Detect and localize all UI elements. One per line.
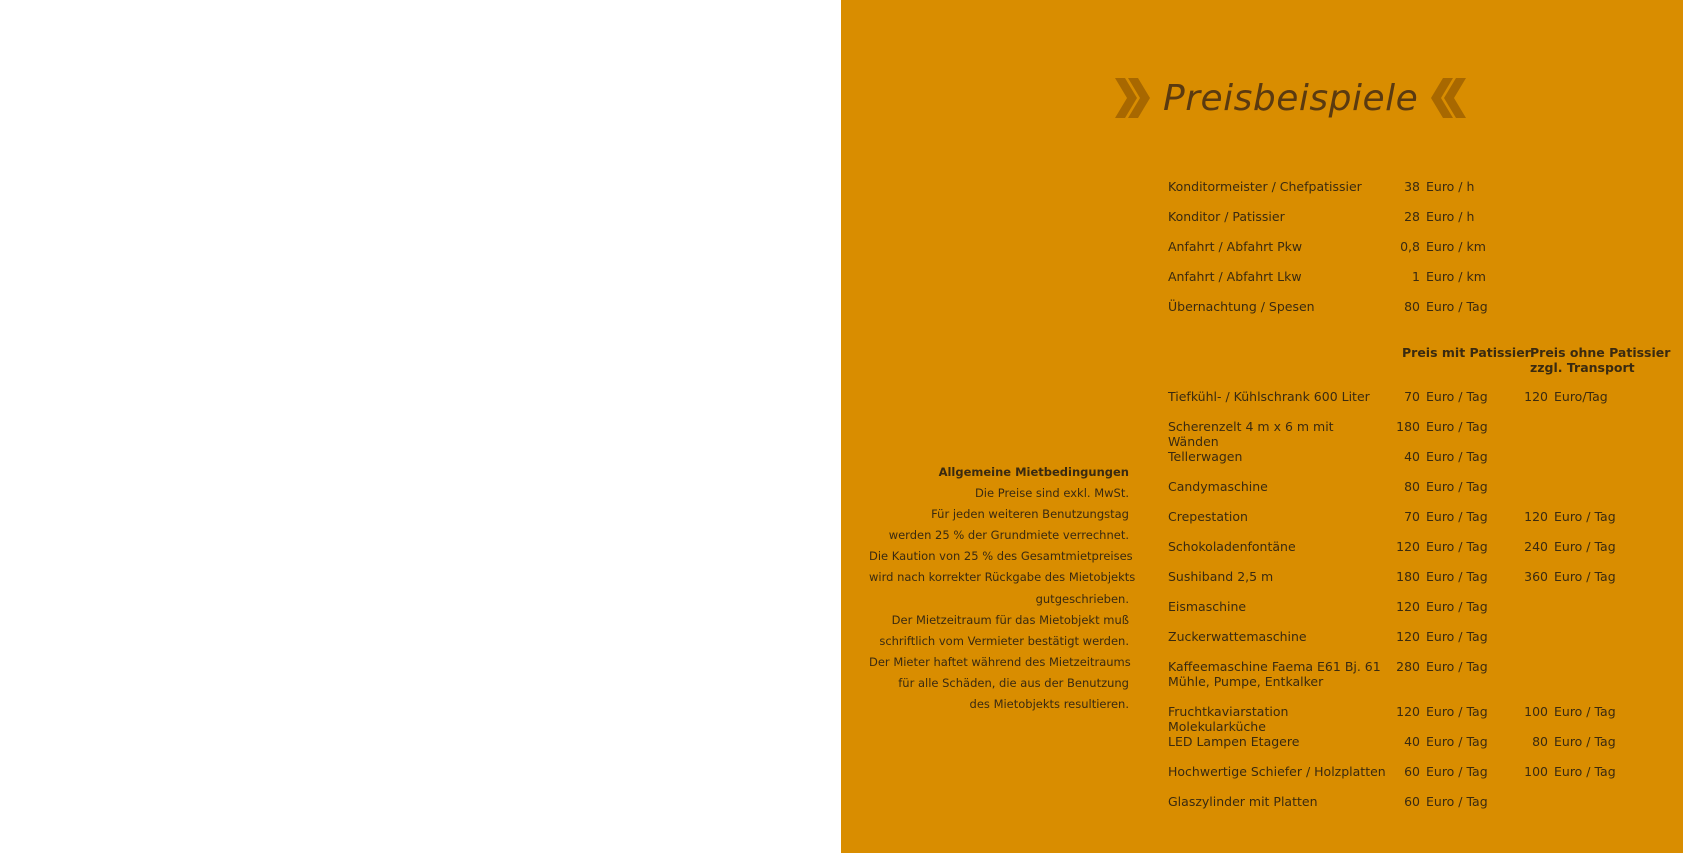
rental-unit-without-patissier: Euro/Tag bbox=[1554, 389, 1608, 404]
rental-item-label: Candymaschine bbox=[1168, 479, 1268, 494]
rental-unit-without-patissier: Euro / Tag bbox=[1554, 569, 1616, 584]
terms-line: Der Mieter haftet während des Mietzeitraums bbox=[869, 654, 1131, 669]
double-chevron-right-icon bbox=[1113, 78, 1151, 118]
terms-line: Die Kaution von 25 % des Gesamtmietpreises bbox=[869, 549, 1133, 564]
rental-item-label-line2: Mühle, Pumpe, Entkalker bbox=[1168, 674, 1324, 689]
rental-price-with-patissier: 80 bbox=[1404, 479, 1420, 494]
rental-unit-without-patissier: Euro / Tag bbox=[1554, 764, 1616, 779]
rental-item-label: Glaszylinder mit Platten bbox=[1168, 794, 1318, 809]
rental-item-label: Tiefkühl- / Kühlschrank 600 Liter bbox=[1168, 389, 1370, 404]
terms-heading: Allgemeine Mietbedingungen bbox=[938, 465, 1129, 479]
rate-value: 38 bbox=[1404, 179, 1420, 194]
rental-price-without-patissier: 120 bbox=[1524, 509, 1548, 524]
rental-price-with-patissier: 120 bbox=[1396, 704, 1420, 719]
rate-unit: Euro / h bbox=[1426, 209, 1475, 224]
rate-unit: Euro / Tag bbox=[1426, 299, 1488, 314]
rental-unit-without-patissier: Euro / Tag bbox=[1554, 704, 1616, 719]
rate-value: 0,8 bbox=[1400, 239, 1420, 254]
terms-line: Die Preise sind exkl. MwSt. bbox=[974, 486, 1129, 501]
rate-label: Konditor / Patissier bbox=[1168, 209, 1285, 224]
rental-unit-without-patissier: Euro / Tag bbox=[1554, 539, 1616, 554]
rental-unit-with-patissier: Euro / Tag bbox=[1426, 389, 1488, 404]
rental-item-label: Eismaschine bbox=[1168, 599, 1247, 614]
rate-unit: Euro / h bbox=[1426, 179, 1475, 194]
rental-unit-without-patissier: Euro / Tag bbox=[1554, 509, 1616, 524]
terms-line: werden 25 % der Grundmiete verrechnet. bbox=[888, 528, 1129, 543]
terms-line: gutgeschrieben. bbox=[1035, 591, 1129, 606]
title-banner bbox=[1113, 68, 1468, 128]
terms-line: Für jeden weiteren Benutzungstag bbox=[931, 507, 1129, 522]
column-header-without-patissier-line2: zzgl. Transport bbox=[1530, 360, 1635, 375]
column-header-with-patissier: Preis mit Patissier bbox=[1402, 345, 1531, 360]
rate-label: Konditormeister / Chefpatissier bbox=[1168, 179, 1362, 194]
terms-line: des Mietobjekts resultieren. bbox=[969, 697, 1129, 712]
rental-price-with-patissier: 40 bbox=[1404, 734, 1420, 749]
rental-unit-with-patissier: Euro / Tag bbox=[1426, 734, 1488, 749]
double-chevron-left-icon bbox=[1430, 78, 1468, 118]
rental-unit-with-patissier: Euro / Tag bbox=[1426, 629, 1488, 644]
rental-unit-with-patissier: Euro / Tag bbox=[1426, 479, 1488, 494]
rental-price-without-patissier: 360 bbox=[1524, 569, 1548, 584]
rental-price-with-patissier: 120 bbox=[1396, 539, 1420, 554]
rental-unit-with-patissier: Euro / Tag bbox=[1426, 764, 1488, 779]
blank-left-page bbox=[0, 0, 841, 853]
rental-item-label: Hochwertige Schiefer / Holzplatten bbox=[1168, 764, 1386, 779]
rental-price-with-patissier: 180 bbox=[1396, 419, 1420, 434]
rental-item-label: Sushiband 2,5 m bbox=[1168, 569, 1274, 584]
rate-value: 1 bbox=[1412, 269, 1420, 284]
rate-unit: Euro / km bbox=[1426, 269, 1486, 284]
rate-label: Anfahrt / Abfahrt Lkw bbox=[1168, 269, 1302, 284]
rental-item-label: LED Lampen Etagere bbox=[1168, 734, 1300, 749]
rental-unit-with-patissier: Euro / Tag bbox=[1426, 539, 1488, 554]
rate-label: Übernachtung / Spesen bbox=[1168, 299, 1315, 314]
rental-price-with-patissier: 180 bbox=[1396, 569, 1420, 584]
rental-item-label: Kaffeemaschine Faema E61 Bj. 61 bbox=[1168, 659, 1381, 674]
rental-price-without-patissier: 80 bbox=[1532, 734, 1548, 749]
rental-unit-with-patissier: Euro / Tag bbox=[1426, 659, 1488, 674]
rental-item-label: Crepestation bbox=[1168, 509, 1248, 524]
page-title: Preisbeispiele bbox=[1163, 77, 1419, 119]
rental-item-label: Zuckerwattemaschine bbox=[1168, 629, 1307, 644]
rental-price-with-patissier: 60 bbox=[1404, 764, 1420, 779]
rental-price-without-patissier: 120 bbox=[1524, 389, 1548, 404]
rental-item-label: Scherenzelt 4 m x 6 m mit Wänden bbox=[1168, 419, 1334, 449]
rental-unit-with-patissier: Euro / Tag bbox=[1426, 419, 1488, 434]
rental-price-without-patissier: 100 bbox=[1524, 704, 1548, 719]
rental-price-with-patissier: 120 bbox=[1396, 629, 1420, 644]
column-header-without-patissier-line1: Preis ohne Patissier bbox=[1530, 345, 1671, 360]
terms-line: schriftlich vom Vermieter bestätigt werden. bbox=[879, 633, 1129, 648]
rental-unit-with-patissier: Euro / Tag bbox=[1426, 449, 1488, 464]
rental-item-label: Tellerwagen bbox=[1168, 449, 1243, 464]
rental-unit-with-patissier: Euro / Tag bbox=[1426, 509, 1488, 524]
terms-line: für alle Schäden, die aus der Benutzung bbox=[898, 675, 1129, 690]
rental-unit-with-patissier: Euro / Tag bbox=[1426, 569, 1488, 584]
rental-price-with-patissier: 120 bbox=[1396, 599, 1420, 614]
rental-terms bbox=[869, 462, 1136, 715]
rental-unit-with-patissier: Euro / Tag bbox=[1426, 704, 1488, 719]
rental-price-without-patissier: 240 bbox=[1524, 539, 1548, 554]
rental-price-with-patissier: 70 bbox=[1404, 389, 1420, 404]
rental-price-with-patissier: 70 bbox=[1404, 509, 1420, 524]
rental-unit-without-patissier: Euro / Tag bbox=[1554, 734, 1616, 749]
rate-label: Anfahrt / Abfahrt Pkw bbox=[1168, 239, 1303, 254]
rental-unit-with-patissier: Euro / Tag bbox=[1426, 599, 1488, 614]
rate-unit: Euro / km bbox=[1426, 239, 1486, 254]
rate-value: 28 bbox=[1404, 209, 1420, 224]
rate-value: 80 bbox=[1404, 299, 1420, 314]
rental-price-with-patissier: 40 bbox=[1404, 449, 1420, 464]
rental-price-without-patissier: 100 bbox=[1524, 764, 1548, 779]
rental-price-with-patissier: 280 bbox=[1396, 659, 1420, 674]
terms-line: Der Mietzeitraum für das Mietobjekt muß bbox=[891, 612, 1129, 627]
rental-item-label: Fruchtkaviarstation Molekularküche bbox=[1168, 704, 1289, 734]
rental-unit-with-patissier: Euro / Tag bbox=[1426, 794, 1488, 809]
terms-line: wird nach korrekter Rückgabe des Mietobjekts bbox=[869, 570, 1136, 585]
rental-price-with-patissier: 60 bbox=[1404, 794, 1420, 809]
rental-item-label: Schokoladenfontäne bbox=[1168, 539, 1296, 554]
